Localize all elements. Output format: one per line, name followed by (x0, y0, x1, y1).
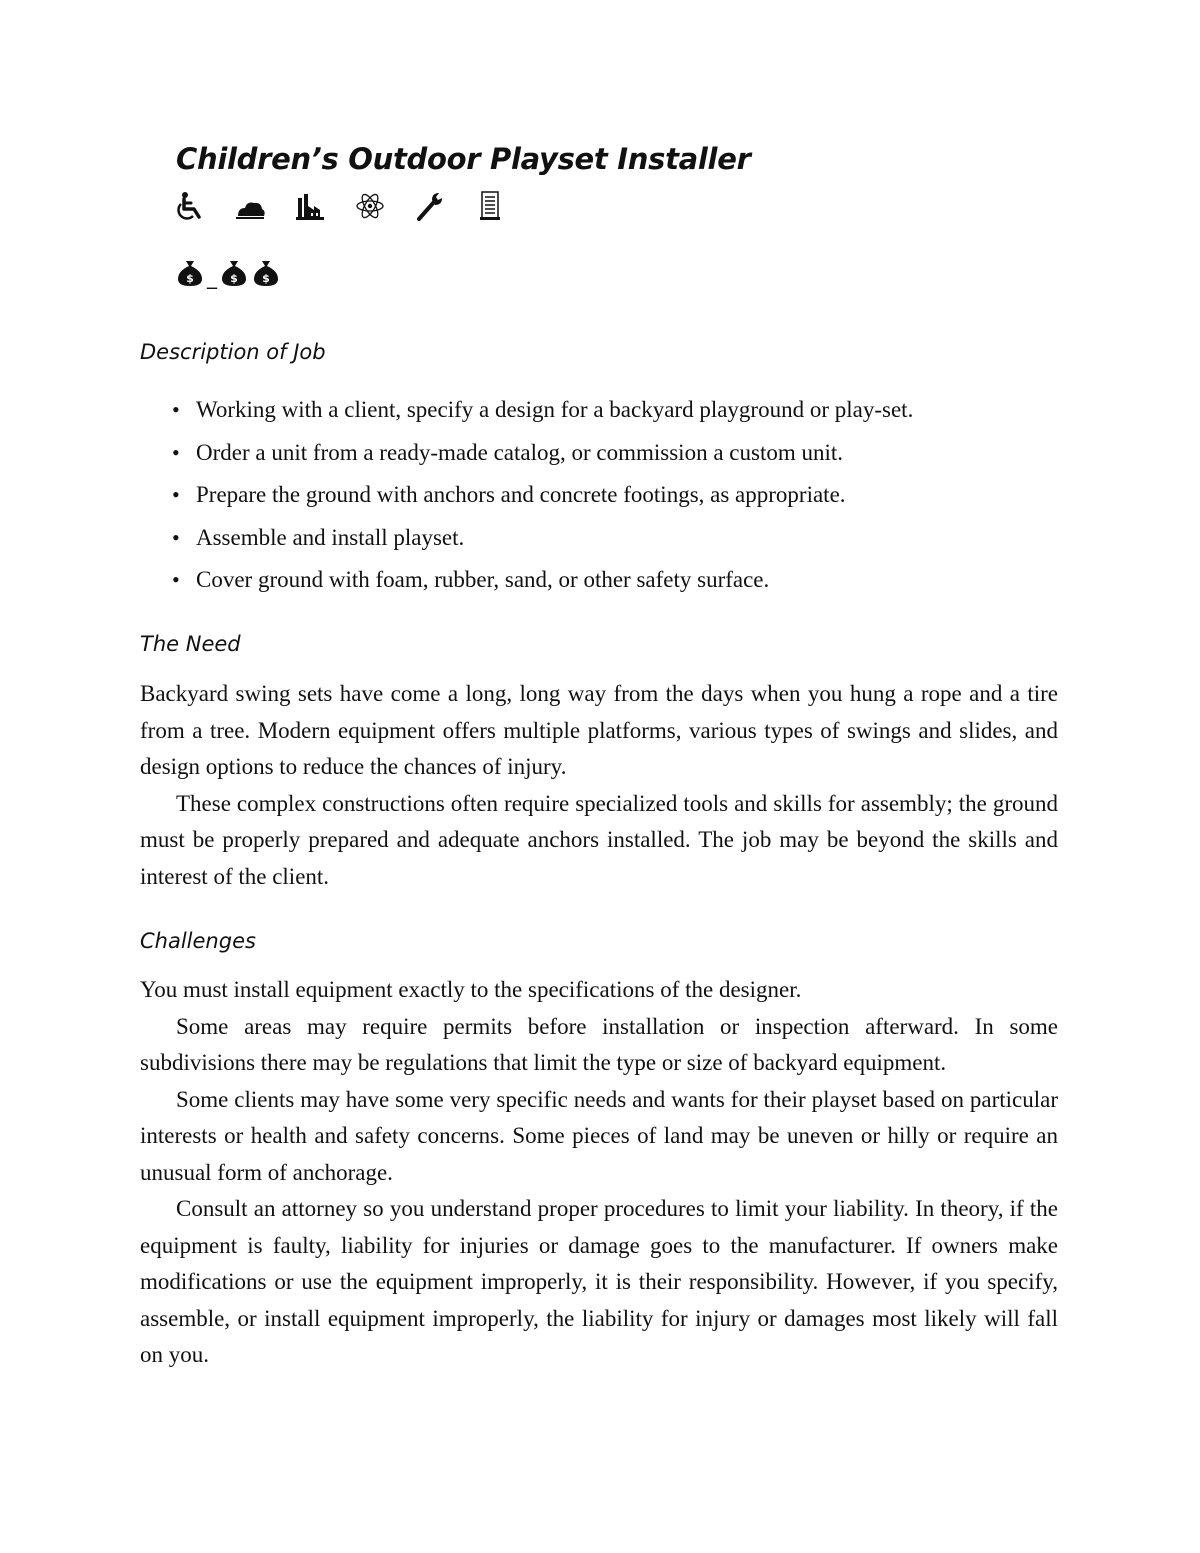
wrench-icon (414, 190, 446, 222)
document-icon (474, 190, 506, 222)
job-description-list (172, 390, 1072, 603)
section-heading-challenges: Challenges (140, 929, 256, 953)
list-item: • Working with a client, specify a design for a backyard playground or play-set. (172, 390, 1072, 433)
section-heading-description: Description of Job (140, 340, 326, 364)
section-heading-need: The Need (140, 632, 241, 656)
paragraph: Some areas may require permits before installation or inspection afterward. In some subdivisions there may be regulations that limit the type or size of backyard equipment. (140, 1013, 1058, 1075)
atom-icon (354, 190, 386, 222)
paragraph: Backyard swing sets have come a long, long way from the days when you hung a rope and a tire from a tree. Modern equipment offers multiple platforms, various types of swings and slides, and design options to reduce the chances of injury. (140, 681, 1058, 779)
paragraph: Consult an attorney so you understand proper procedures to limit your liability. In theory, if the equipment is faulty, liability for injuries or damage goes to the manufacturer. If owners make modifications or use the equipment improperly, it is their responsibility. However, if you specify, assemble, or install equipment improperly, the liability for injury or damages most likely will fall on you. (140, 1196, 1058, 1367)
list-item: • Assemble and install playset. (172, 518, 1072, 561)
need-section-body (140, 676, 1058, 895)
svg-text:$: $ (186, 272, 194, 285)
factory-icon (294, 190, 326, 222)
challenges-section-body (140, 972, 1058, 1374)
money-bag-icon (218, 257, 250, 289)
money-separator: _ (207, 265, 217, 289)
page-title: Children’s Outdoor Playset Installer (176, 142, 751, 176)
money-bag-icon (250, 257, 282, 289)
wheelchair-icon (174, 190, 206, 222)
paragraph: You must install equipment exactly to the specifications of the designer. (140, 977, 802, 1002)
money-bag-icon (174, 257, 206, 289)
paragraph: Some clients may have some very specific needs and wants for their playset based on particular interests or health and safety concerns. Some pieces of land may be uneven or hilly or require an unusual form of anchorage. (140, 1086, 1058, 1185)
job-attribute-icons (174, 190, 506, 222)
income-level-icons (174, 257, 282, 289)
weather-icon (234, 190, 266, 222)
list-item: • Order a unit from a ready-made catalog, or commission a custom unit. (172, 433, 1072, 476)
svg-text:$: $ (262, 272, 270, 285)
svg-text:$: $ (230, 272, 238, 285)
list-item: • Cover ground with foam, rubber, sand, or other safety surface. (172, 560, 1072, 603)
paragraph: These complex constructions often require specialized tools and skills for assembly; the ground must be properly prepared and adequate anchors installed. The job may be beyond the skills and interest of the client. (140, 790, 1058, 889)
list-item: • Prepare the ground with anchors and concrete footings, as appropriate. (172, 475, 1072, 518)
